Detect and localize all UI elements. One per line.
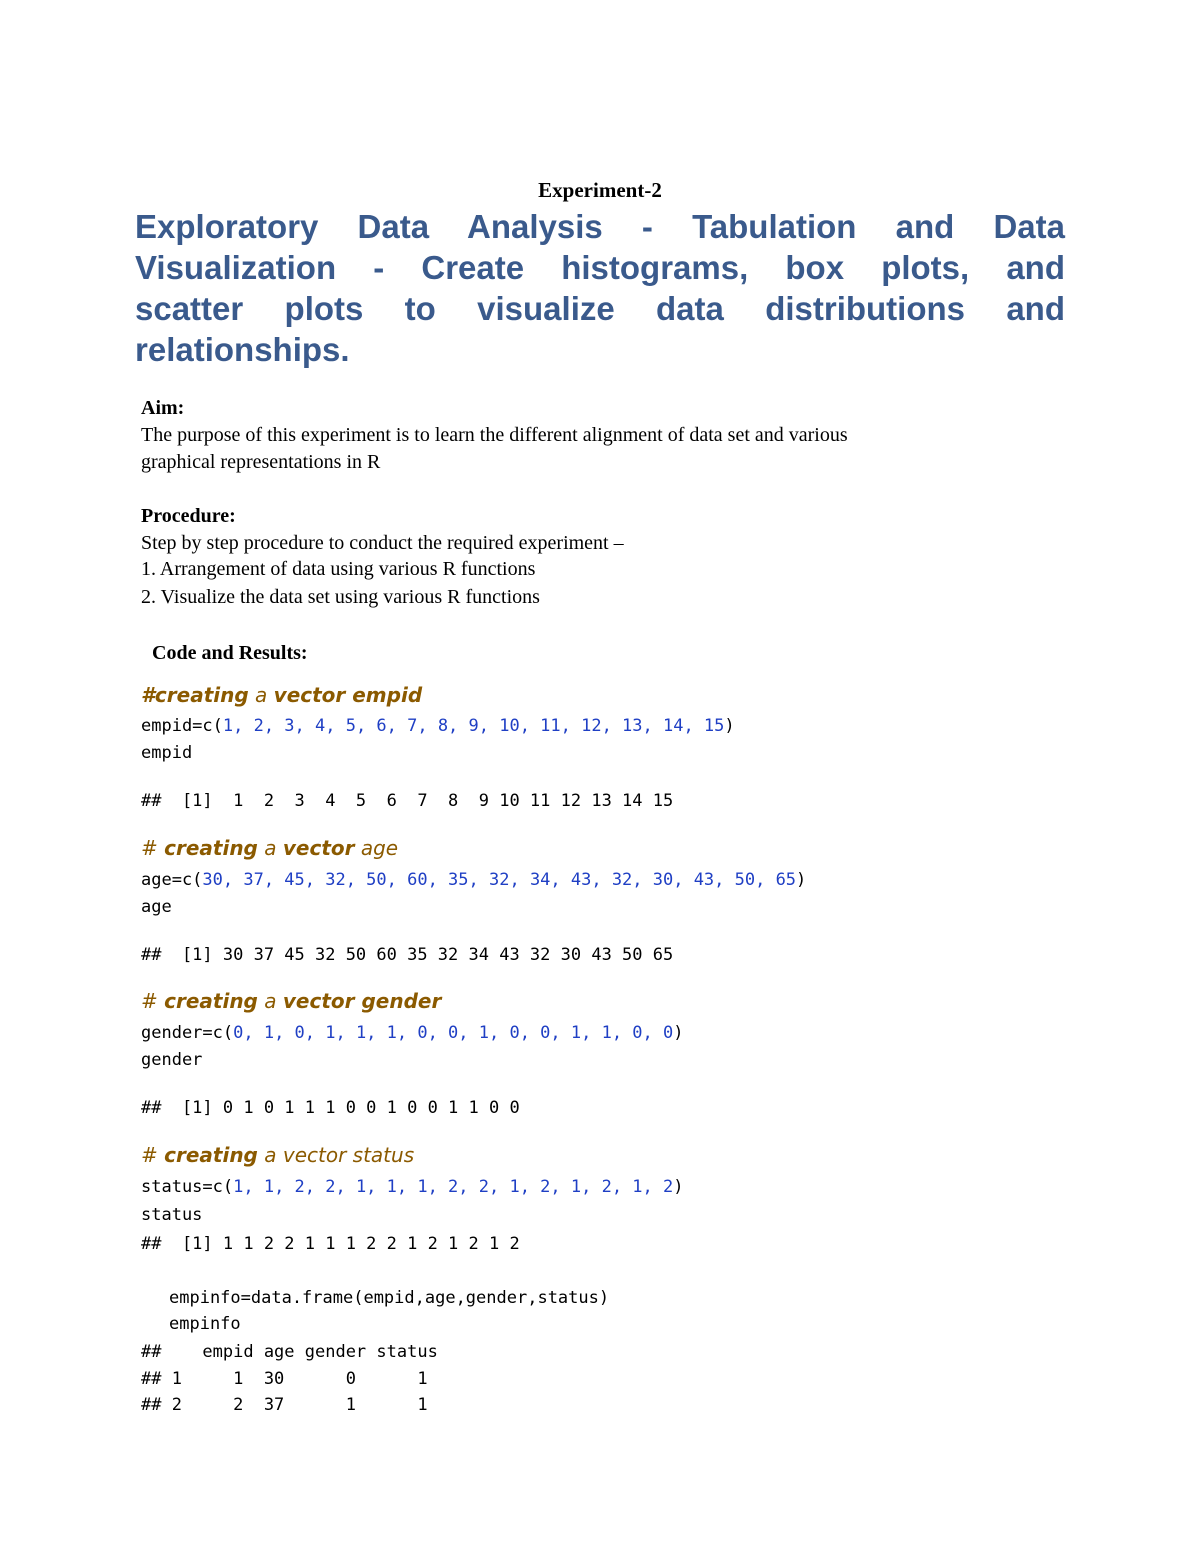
output-dataframe-row-2: ## 2 2 37 1 1 <box>141 1395 428 1415</box>
code-values: 0, 1, 0, 1, 1, 1, 0, 0, 1, 0, 0, 1, 1, 0, 0 <box>233 1023 674 1043</box>
code-text: gender=c( <box>141 1023 234 1043</box>
comment-hash: #creating <box>141 683 249 707</box>
main-title-line-1: Exploratory Data Analysis - Tabulation and Data <box>135 208 1065 245</box>
code-dataframe-print: empinfo <box>169 1314 241 1334</box>
comment-empid <box>141 683 422 707</box>
code-text: ) <box>673 1177 684 1197</box>
comment-a: a <box>257 836 283 860</box>
comment-hash: # <box>141 836 165 860</box>
main-title-line-4: relationships. <box>135 331 350 368</box>
code-text: age=c( <box>141 870 203 890</box>
output-dataframe-row-1: ## 1 1 30 0 1 <box>141 1369 428 1389</box>
procedure-intro: Step by step procedure to conduct the required experiment – <box>141 532 624 554</box>
procedure-heading: Procedure: <box>141 505 236 527</box>
code-text: status=c( <box>141 1177 234 1197</box>
comment-creating: creating <box>164 989 258 1013</box>
code-status-assign <box>141 1175 683 1199</box>
output-dataframe-header: ## empid age gender status <box>141 1342 438 1362</box>
code-text: ) <box>673 1023 684 1043</box>
output-age: ## [1] 30 37 45 32 50 60 35 32 34 43 32 30 43 50 65 <box>141 945 674 965</box>
comment-age <box>141 836 398 860</box>
code-status-print: status <box>141 1205 203 1225</box>
comment-vector: vector <box>282 836 355 860</box>
main-title-line-2: Visualization - Create histograms, box plots, and <box>135 249 1065 286</box>
comment-a: a <box>257 989 283 1013</box>
code-empid-print: empid <box>141 743 193 763</box>
comment-rest: vector gender <box>282 989 442 1013</box>
aim-heading: Aim: <box>141 397 185 419</box>
comment-a: a <box>257 1143 283 1167</box>
procedure-step-1: 1. Arrangement of data using various R functions <box>141 558 536 580</box>
comment-hash: # <box>141 989 165 1013</box>
code-text: ) <box>796 870 807 890</box>
code-gender-print: gender <box>141 1050 203 1070</box>
experiment-title: Experiment-2 <box>538 178 662 202</box>
comment-name: age <box>354 836 399 860</box>
comment-a: a <box>248 683 274 707</box>
code-text: empid=c( <box>141 716 223 736</box>
comment-gender <box>141 989 441 1013</box>
comment-rest: vector empid <box>273 683 423 707</box>
main-title-line-3: scatter plots to visualize data distributions and <box>135 290 1065 327</box>
code-text: ) <box>724 716 735 736</box>
code-dataframe-create: empinfo=data.frame(empid,age,gender,status) <box>169 1288 610 1308</box>
code-age-assign <box>141 868 806 892</box>
output-gender: ## [1] 0 1 0 1 1 1 0 0 1 0 0 1 1 0 0 <box>141 1098 520 1118</box>
code-gender-assign <box>141 1021 683 1045</box>
aim-text-line-2: graphical representations in R <box>141 451 381 473</box>
comment-rest: vector status <box>282 1143 415 1167</box>
output-empid: ## [1] 1 2 3 4 5 6 7 8 9 10 11 12 13 14 15 <box>141 791 674 811</box>
aim-text-line-1: The purpose of this experiment is to learn the different alignment of data set and various <box>141 424 848 446</box>
code-values: 1, 2, 3, 4, 5, 6, 7, 8, 9, 10, 11, 12, 13, 14, 15 <box>222 716 725 736</box>
output-status: ## [1] 1 1 2 2 1 1 1 2 2 1 2 1 2 1 2 <box>141 1234 520 1254</box>
comment-creating: creating <box>164 1143 258 1167</box>
code-heading: Code and Results: <box>152 642 308 664</box>
comment-hash: # <box>141 1143 165 1167</box>
comment-status <box>141 1143 414 1167</box>
code-age-print: age <box>141 897 172 917</box>
code-values: 30, 37, 45, 32, 50, 60, 35, 32, 34, 43, 32, 30, 43, 50, 65 <box>202 870 797 890</box>
procedure-step-2: 2. Visualize the data set using various R functions <box>141 586 540 608</box>
comment-creating: creating <box>164 836 258 860</box>
code-empid-assign <box>141 714 735 738</box>
main-title <box>135 206 1065 370</box>
code-values: 1, 1, 2, 2, 1, 1, 1, 2, 2, 1, 2, 1, 2, 1, 2 <box>233 1177 674 1197</box>
